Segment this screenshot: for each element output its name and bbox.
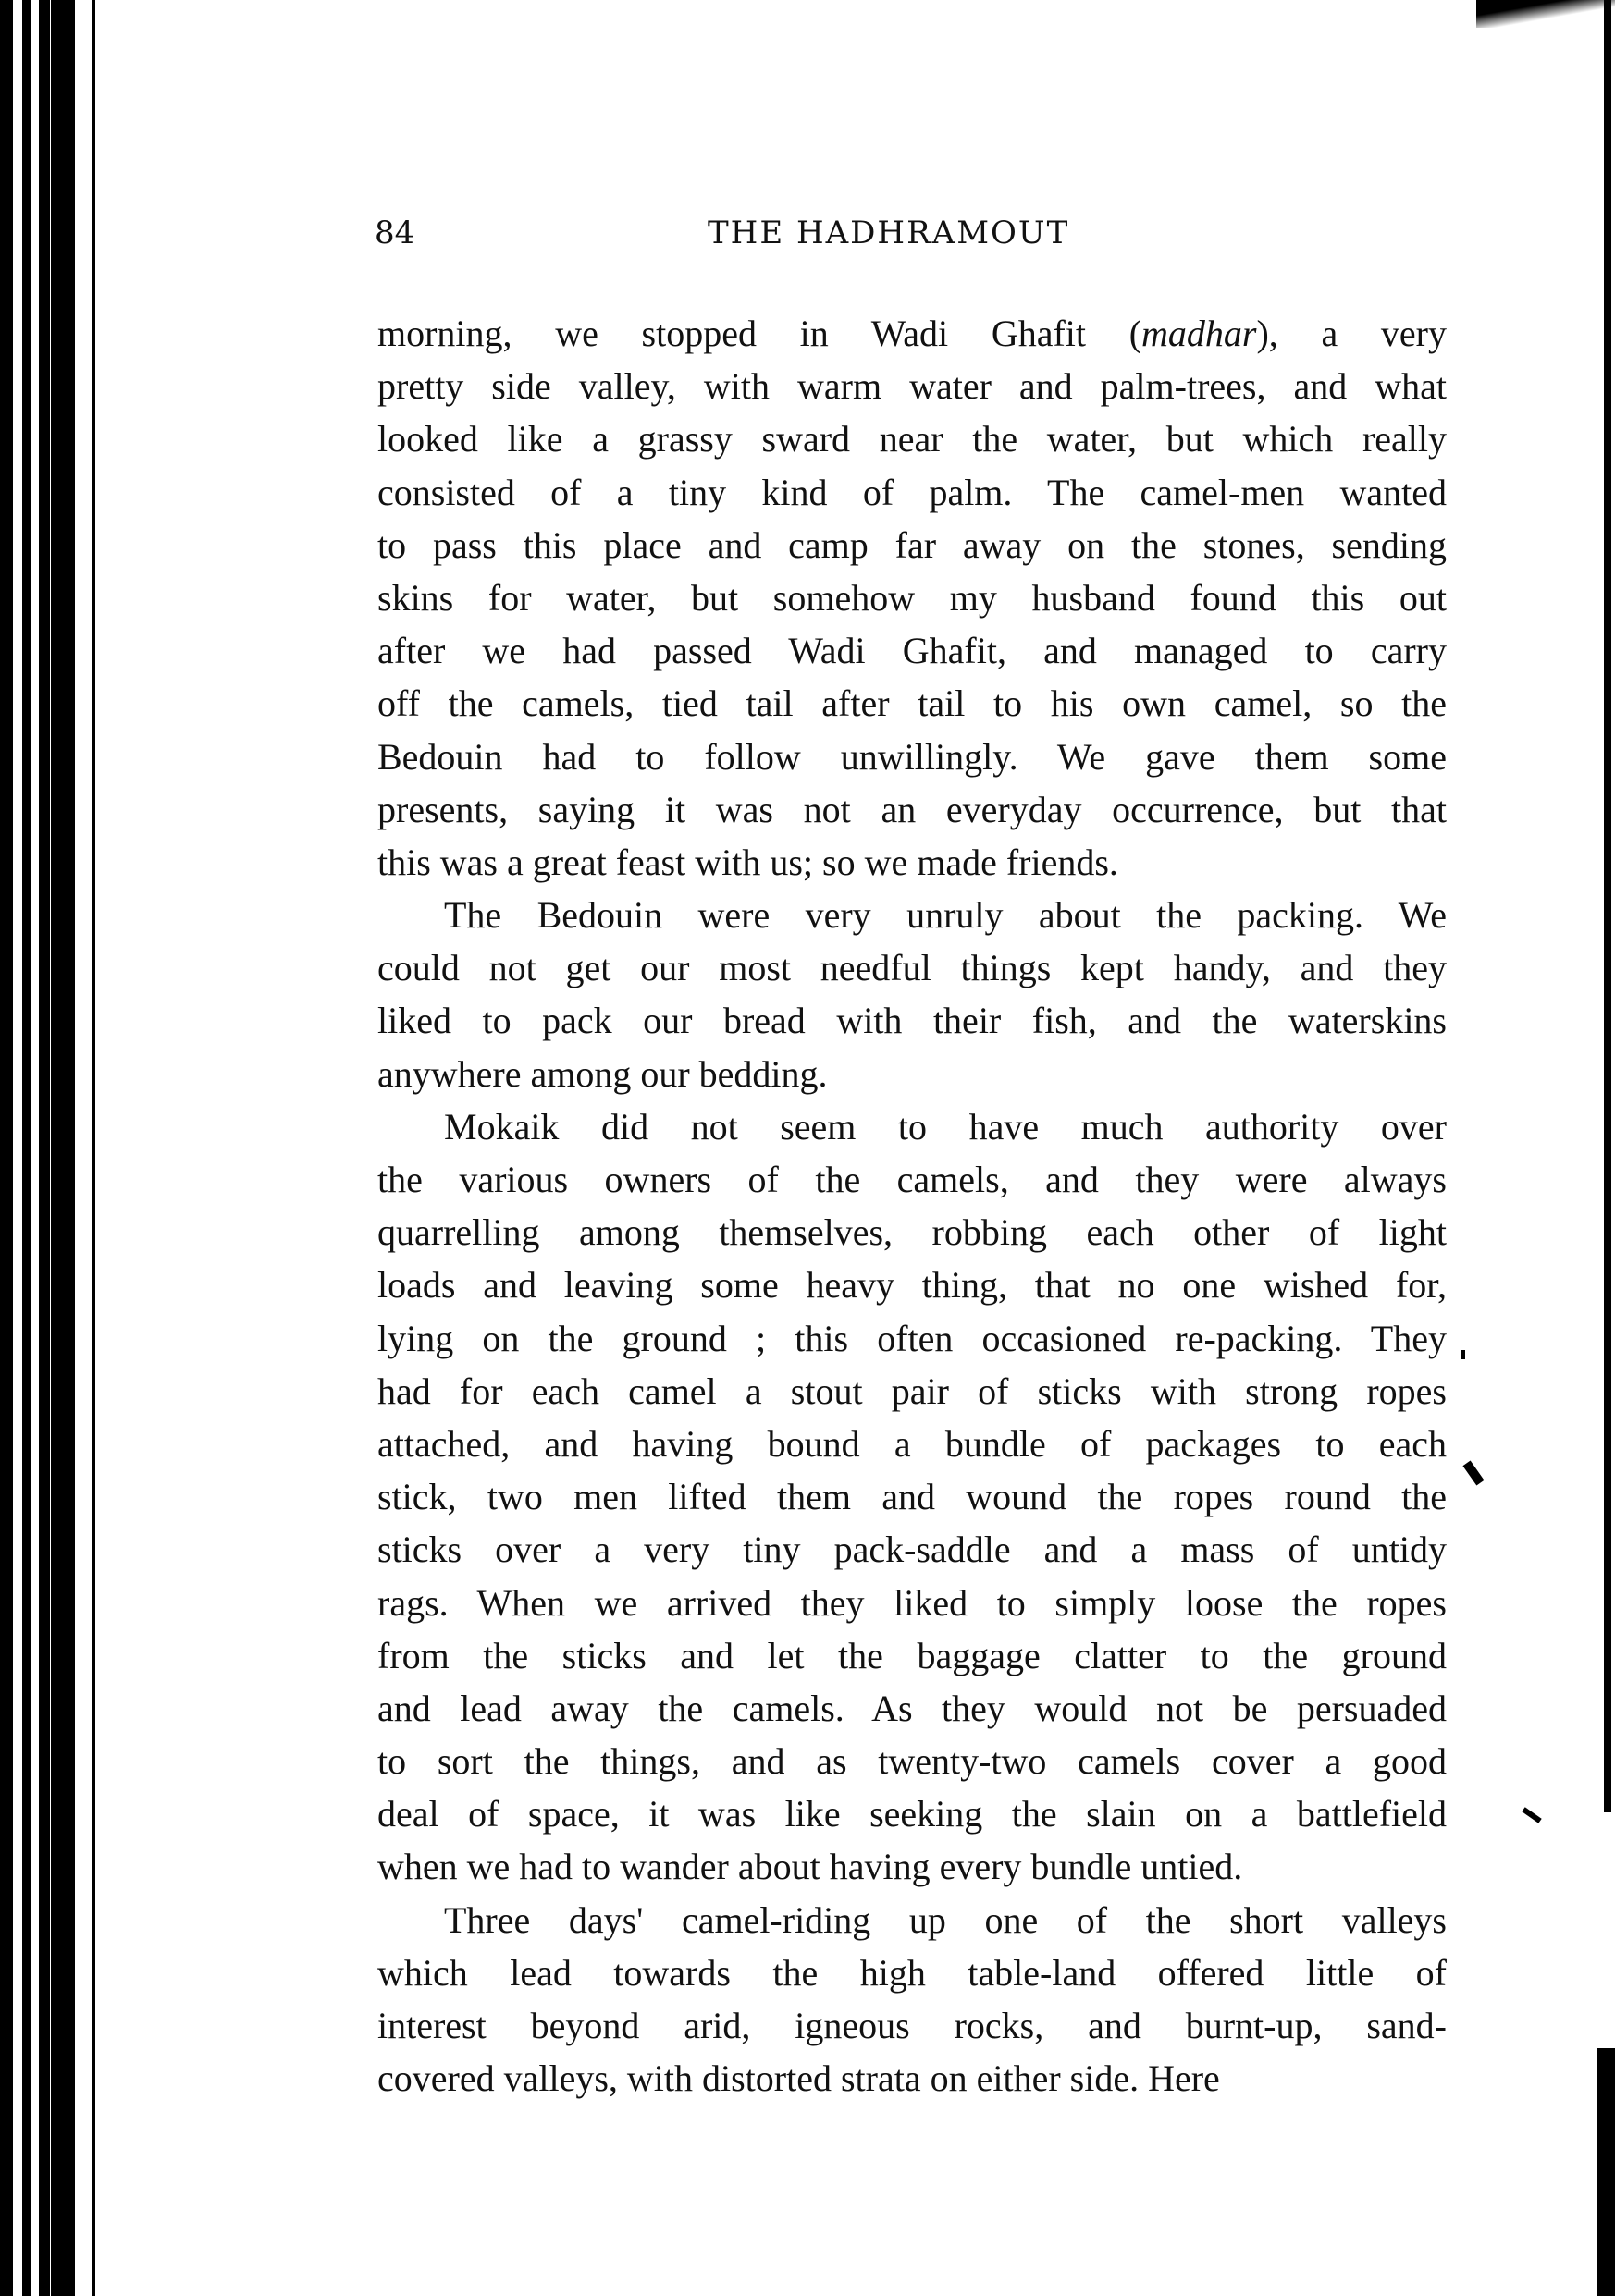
running-header — [375, 215, 1448, 261]
text-line: and lead away the camels. As they would not be persuaded — [377, 1687, 1447, 1729]
body-text — [377, 307, 1447, 2105]
binding-edge-left — [0, 0, 97, 2296]
ink-speck — [1461, 1350, 1465, 1359]
text-line: covered valleys, with distorted strata on either side. Here — [377, 2057, 1220, 2100]
text-line: sticks over a very tiny pack-saddle and a mass of untidy — [377, 1529, 1447, 1571]
text-line: quarrelling among themselves, robbing each other of light — [377, 1211, 1447, 1254]
binding-edge-right — [1597, 0, 1615, 2296]
text-line: liked to pack our bread with their fish, and the waterskins — [377, 1000, 1447, 1042]
text-line: The Bedouin were very unruly about the packing. We — [444, 894, 1447, 937]
text-line: presents, saying it was not an everyday occurrence, but that — [377, 788, 1447, 830]
text-line: interest beyond arid, igneous rocks, and burnt-up, sand- — [377, 2005, 1447, 2046]
text-line: Mokaik did not seem to have much authority over — [444, 1105, 1447, 1148]
paragraph — [377, 307, 1447, 889]
text-line: could not get our most needful things kept handy, and they — [377, 947, 1447, 989]
page-edge-line — [92, 0, 95, 2296]
text-line: anywhere among our bedding. — [377, 1052, 828, 1095]
text-line: rags. When we arrived they liked to simply loose the ropes — [377, 1581, 1447, 1624]
paragraph — [377, 889, 1447, 1100]
text-line: which lead towards the high table-land offered little of — [377, 1951, 1447, 1994]
binding-stripe — [39, 0, 50, 2296]
page-edge-stripe — [1597, 2048, 1615, 2296]
text-line: Bedouin had to follow unwillingly. We gave them some — [377, 735, 1447, 778]
text-line: off the camels, tied tail after tail to his own camel, so the — [377, 682, 1447, 725]
text-line: skins for water, but somehow my husband found this out — [377, 576, 1447, 619]
page-number: 84 — [375, 215, 415, 252]
text-line: after we had passed Wadi Ghafit, and managed to carry — [377, 630, 1447, 672]
binding-stripe — [22, 0, 31, 2296]
text-line: lying on the ground ; this often occasioned re-packing. They — [377, 1317, 1447, 1359]
page-edge-stripe — [1604, 0, 1611, 1812]
text-line: when we had to wander about having every bundle untied. — [377, 1846, 1243, 1888]
text-line: consisted of a tiny kind of palm. The camel-men wanted — [377, 471, 1447, 513]
text-line: to pass this place and camp far away on the stones, sending — [377, 523, 1447, 566]
text-line: this was a great feast with us; so we made friends. — [377, 841, 1118, 883]
page-corner-shadow — [1476, 0, 1615, 28]
text-line: had for each camel a stout pair of sticks with strong ropes — [377, 1369, 1447, 1412]
text-line: morning, we stopped in Wadi Ghafit (madhar), a very — [377, 313, 1447, 354]
text-line: from the sticks and let the baggage clatter to the ground — [377, 1634, 1447, 1676]
paragraph — [377, 1894, 1447, 2106]
text-line: attached, and having bound a bundle of packages to each — [377, 1422, 1447, 1465]
text-line: the various owners of the camels, and they were always — [377, 1159, 1447, 1200]
text-line: looked like a grassy sward near the water, but which really — [377, 418, 1447, 460]
binding-stripe — [0, 0, 13, 2296]
binding-stripe — [51, 0, 75, 2296]
ink-blot — [1522, 1807, 1541, 1823]
text-line: stick, two men lifted them and wound the ropes round the — [377, 1476, 1447, 1518]
running-title: THE HADHRAMOUT — [708, 215, 1070, 252]
text-line: deal of space, it was like seeking the slain on a battlefield — [377, 1793, 1447, 1836]
text-line: to sort the things, and as twenty-two camels cover a good — [377, 1740, 1447, 1783]
ink-blot — [1462, 1460, 1484, 1485]
text-line: pretty side valley, with warm water and palm-trees, and what — [377, 365, 1447, 408]
text-line: Three days' camel-riding up one of the short valleys — [444, 1898, 1447, 1941]
text-line: loads and leaving some heavy thing, that no one wished for, — [377, 1264, 1447, 1307]
paragraph — [377, 1100, 1447, 1894]
